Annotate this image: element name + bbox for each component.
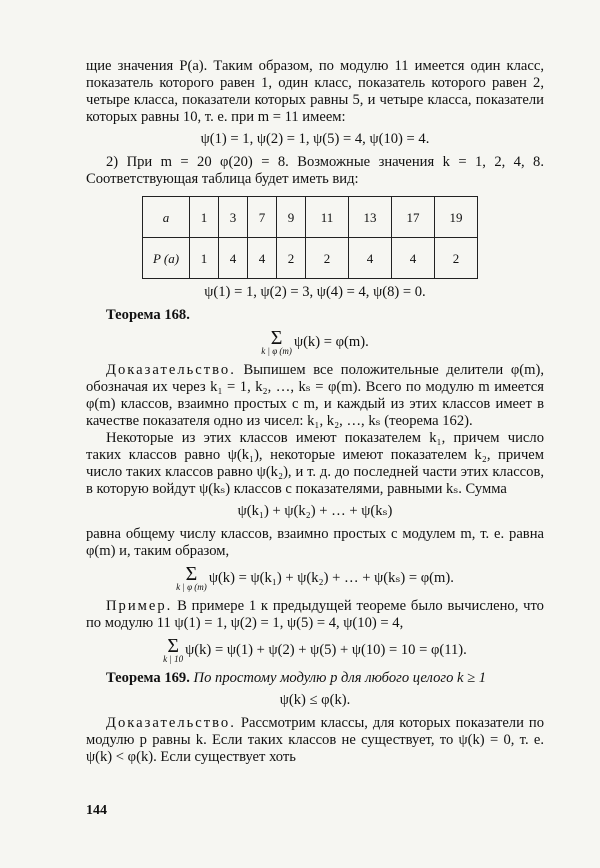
- table-header-p: P (a): [143, 238, 190, 279]
- table-cell: 4: [219, 238, 248, 279]
- sum-symbol: [261, 329, 292, 356]
- table-cell: 19: [435, 197, 478, 238]
- table-cell: 13: [349, 197, 392, 238]
- sum-sigma: Σ: [185, 563, 198, 585]
- formula-sum-psi: ψ(k₁) + ψ(k₂) + … + ψ(kₛ): [237, 503, 393, 519]
- theorem-168-heading: Теорема 168.: [106, 307, 190, 323]
- formula-text: ψ(k) = ψ(1) + ψ(2) + ψ(5) + ψ(10) = 10 = φ(11).: [185, 641, 467, 658]
- table-cell: 7: [248, 197, 277, 238]
- formula-sum-result: [86, 565, 544, 592]
- table-cell: 1: [190, 197, 219, 238]
- paragraph-classes: Некоторые из этих классов имеют показателем k₁, причем число таких классов равно ψ(k₁), некоторые имеют показателем k₂, причем число таких классов равно ψ(k₂), и т. д. до последней части этих классов, в которую войдут ψ(kₛ) классов с показателями, равными kₛ. Сумма: [86, 430, 544, 497]
- proof-text: Рассмотрим классы, для которых показатели по модулю p равны k. Если таких классов не существует, то ψ(k) = 0, т. е. ψ(k) < φ(k). Если существует хоть: [86, 715, 544, 765]
- example-text: В примере 1 к предыдущей теореме было вычислено, что по модулю 11 ψ(1) = 1, ψ(2) = 1, ψ(5) = 4, ψ(10) = 4,: [86, 598, 544, 631]
- table-header-a: a: [143, 197, 190, 238]
- page-body: [86, 58, 544, 766]
- sum-sigma: Σ: [270, 327, 283, 349]
- table-row-a: [143, 197, 478, 238]
- proof-label: Доказательство.: [106, 715, 236, 731]
- formula-theorem-168: [86, 329, 544, 356]
- exponent-table: [142, 196, 478, 279]
- page-number: 144: [86, 803, 107, 818]
- sum-subscript: k | 10: [163, 654, 184, 664]
- paragraph-equals-phi: равна общему числу классов, взаимно простых с модулем m, т. е. равна φ(m) и, таким образом,: [86, 526, 544, 559]
- table-cell: 4: [349, 238, 392, 279]
- paragraph-intro: щие значения P(a). Таким образом, по модулю 11 имеется один класс, показатель которого равен 1, один класс, показатель которого равен 2, четыре класса, показатели которых равны 5, и четыре класса, показатели которых равны 10, т. е. при m = 11 имеем:: [86, 58, 544, 125]
- theorem-169-heading: Теорема 169.: [106, 670, 190, 686]
- formula-example-sum: [86, 637, 544, 664]
- sum-symbol: [176, 565, 207, 592]
- proof-text: Выпишем все положительные делители φ(m), обозначая их через k₁ = 1, k₂, …, kₛ = φ(m). Всего по модулю m имеется φ(m) классов, взаимно простых с m, и каждый из этих классов имеет в качестве показателя одно из чисел: k₁, k₂, …, kₛ (теорема 162).: [86, 362, 544, 429]
- example-label: Пример.: [106, 598, 173, 614]
- table-cell: 4: [392, 238, 435, 279]
- table-cell: 11: [306, 197, 349, 238]
- example-paragraph: [86, 598, 544, 632]
- proof-169-paragraph: [86, 715, 544, 766]
- theorem-169-paragraph: [86, 670, 544, 687]
- formula-theorem-169: ψ(k) ≤ φ(k).: [279, 692, 351, 708]
- table-cell: 3: [219, 197, 248, 238]
- sum-subscript: k | φ (m): [176, 582, 207, 592]
- formula-text: ψ(k) = ψ(k₁) + ψ(k₂) + … + ψ(kₛ) = φ(m).: [208, 569, 454, 586]
- table-cell: 2: [277, 238, 306, 279]
- table-cell: 2: [435, 238, 478, 279]
- table-cell: 2: [306, 238, 349, 279]
- formula-text: ψ(k) = φ(m).: [293, 333, 369, 350]
- paragraph-case-2: 2) При m = 20 φ(20) = 8. Возможные значения k = 1, 2, 4, 8. Соответствующая таблица будет иметь вид:: [86, 154, 544, 187]
- table-cell: 1: [190, 238, 219, 279]
- proof-168-paragraph: [86, 362, 544, 430]
- theorem-169-text: По простому модулю p для любого целого k ≥ 1: [193, 670, 487, 686]
- table-cell: 17: [392, 197, 435, 238]
- sum-sigma: Σ: [167, 635, 179, 657]
- sum-symbol: [163, 637, 183, 664]
- sum-subscript: k | φ (m): [261, 346, 292, 356]
- table-cell: 9: [277, 197, 306, 238]
- table-cell: 4: [248, 238, 277, 279]
- proof-label: Доказательство.: [106, 362, 236, 378]
- table-row-p: [143, 238, 478, 279]
- formula-psi-mod-20: ψ(1) = 1, ψ(2) = 3, ψ(4) = 4, ψ(8) = 0.: [204, 284, 426, 300]
- formula-psi-mod-11: ψ(1) = 1, ψ(2) = 1, ψ(5) = 4, ψ(10) = 4.: [200, 131, 430, 147]
